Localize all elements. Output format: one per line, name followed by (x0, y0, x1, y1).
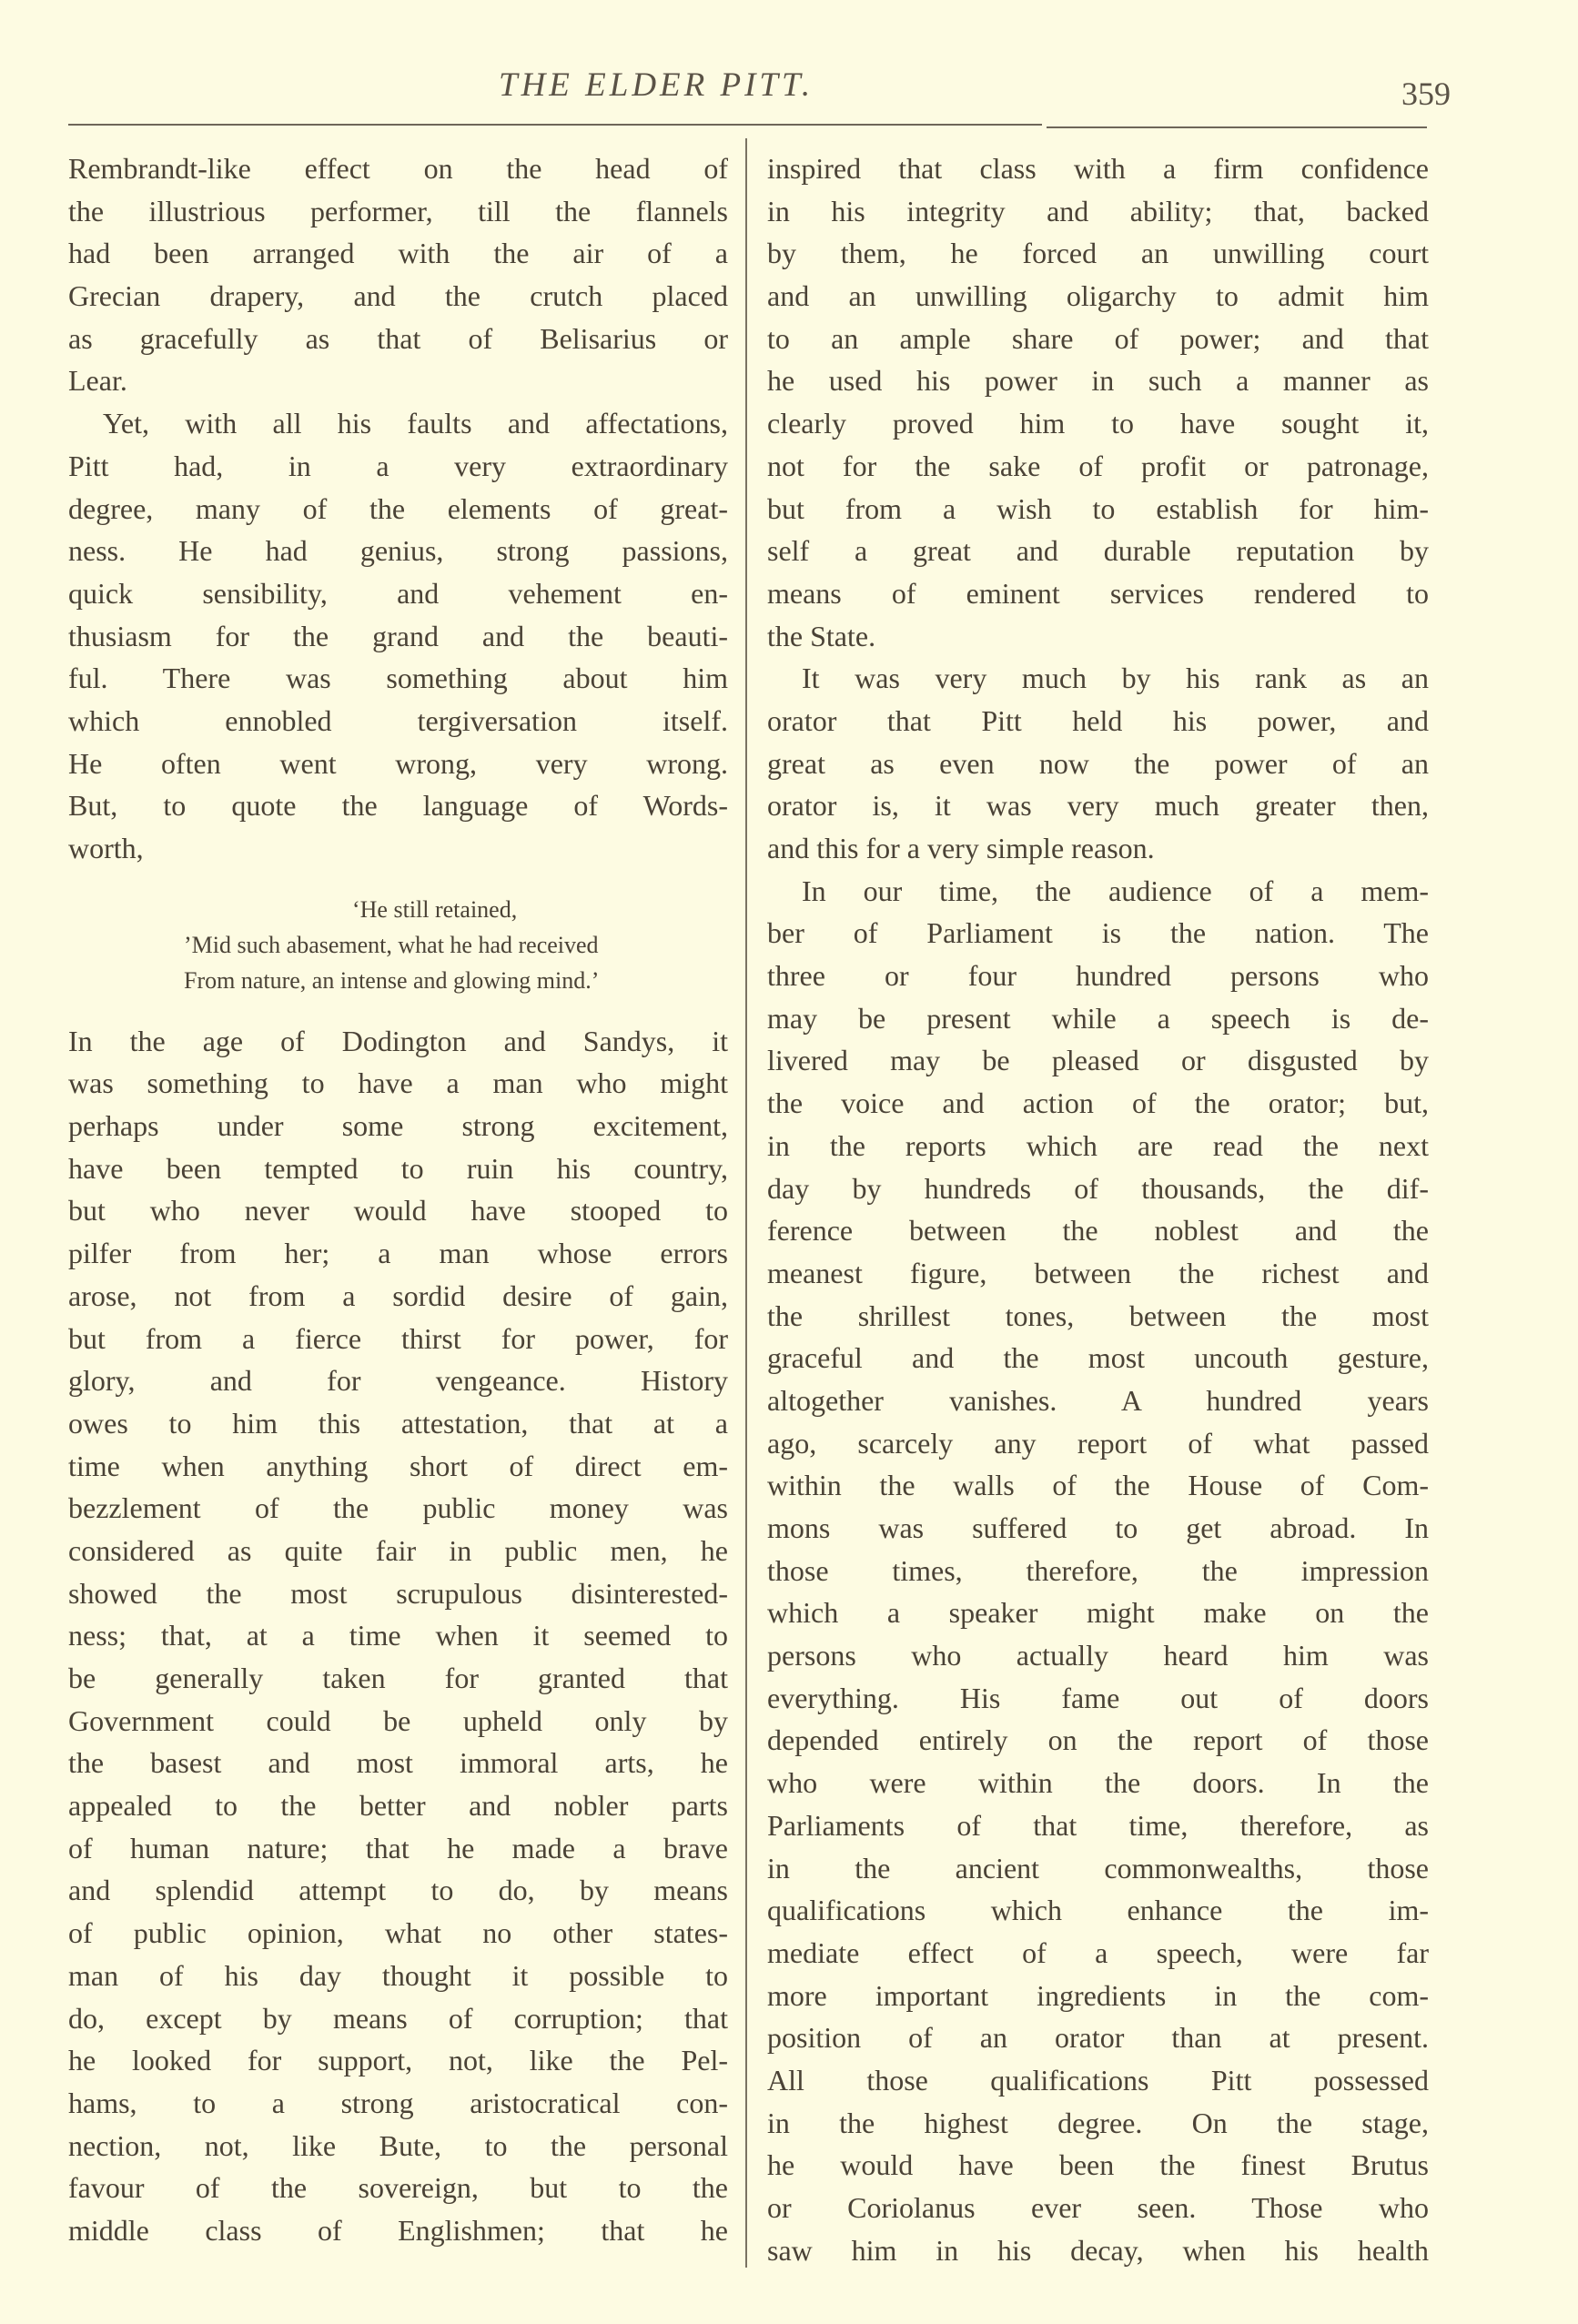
text-line: hams, to a strong aristocratical con- (68, 2086, 728, 2119)
text-line: Lear. (68, 364, 127, 398)
text-line: of public opinion, what no other states- (68, 1916, 728, 1950)
text-line: which a speaker might make on the (767, 1596, 1429, 1630)
text-line: of human nature; that he made a brave (68, 1831, 728, 1864)
text-line: he would have been the finest Brutus (767, 2148, 1429, 2182)
text-line: in the reports which are read the next (767, 1128, 1429, 1162)
text-line: means of eminent services rendered to (767, 576, 1429, 610)
text-line: mediate effect of a speech, were far (767, 1935, 1429, 1969)
text-line: to an ample share of power; and that (767, 321, 1429, 355)
paragraph-faults-and-affectations (68, 402, 728, 870)
text-line: Yet, with all his faults and affectations, (103, 407, 728, 440)
text-line: depended entirely on the report of those (767, 1723, 1429, 1757)
text-line: saw him in his decay, when his health (767, 2233, 1429, 2267)
text-line: or Coriolanus ever seen. Those who (767, 2191, 1429, 2224)
text-line: the voice and action of the orator; but, (767, 1086, 1429, 1120)
text-line: be generally taken for granted that (68, 1662, 728, 1694)
running-title: THE ELDER PITT. (499, 66, 814, 104)
text-line: may be present while a speech is de- (767, 1001, 1429, 1035)
text-line: in the ancient commonwealths, those (767, 1851, 1429, 1884)
text-line: It was very much by his rank as an (802, 662, 1429, 695)
text-line: persons who actually heard him was (767, 1639, 1429, 1672)
paragraph-continuation (68, 147, 728, 402)
paragraph-audience-of-member (767, 870, 1429, 2272)
text-line: in the highest degree. On the stage, (767, 2106, 1429, 2139)
text-line: Grecian drapery, and the crutch placed (68, 279, 728, 313)
text-line: worth, (68, 832, 144, 864)
header-rule (68, 124, 1042, 126)
text-line: but who never would have stooped to (68, 1194, 728, 1228)
text-line: he looked for support, not, like the Pel- (68, 2044, 728, 2077)
left-column (68, 147, 728, 2252)
text-line: But, to quote the language of Words- (68, 789, 728, 823)
text-line: meanest figure, between the richest and (767, 1256, 1429, 1289)
text-line: nection, not, like Bute, to the personal (68, 2128, 728, 2162)
text-line: ness. He had genius, strong passions, (68, 534, 728, 568)
text-line: All those qualifications Pitt possessed (767, 2063, 1429, 2097)
text-line: do, except by means of corruption; that (68, 2001, 728, 2035)
text-line: considered as quite fair in public men, he (68, 1533, 728, 1567)
text-line: in his integrity and ability; that, backed (767, 194, 1429, 227)
text-line: the State. (767, 619, 876, 652)
text-line: those times, therefore, the impression (767, 1553, 1429, 1587)
quote-line: ‘He still retained, (352, 895, 518, 923)
column-divider (745, 138, 747, 2268)
text-line: have been tempted to ruin his country, (68, 1151, 728, 1185)
text-line: orator is, it was very much greater then, (767, 789, 1429, 823)
text-line: mons was suffered to get abroad. In (767, 1511, 1429, 1544)
text-line: arose, not from a sordid desire of gain, (68, 1278, 728, 1312)
quote-line: From nature, an intense and glowing mind.’ (184, 966, 600, 994)
text-line: In our time, the audience of a mem- (802, 874, 1429, 907)
page-number: 359 (1401, 76, 1451, 112)
text-line: altogether vanishes. A hundred years (767, 1383, 1429, 1417)
text-line: owes to him this attestation, that at a (68, 1406, 728, 1440)
text-line: favour of the sovereign, but to the (68, 2171, 728, 2205)
text-line: Pitt had, in a very extraordinary (68, 449, 728, 482)
text-line: as gracefully as that of Belisarius or (68, 321, 728, 355)
right-column (767, 147, 1429, 2271)
text-line: time when anything short of direct em- (68, 1449, 728, 1482)
text-line: great as even now the power of an (767, 746, 1429, 780)
text-line: the shrillest tones, between the most (767, 1298, 1429, 1332)
text-line: ago, scarcely any report of what passed (767, 1426, 1429, 1460)
wordsworth-quote (68, 870, 728, 1020)
header-rule-right (1047, 126, 1427, 128)
paragraph-dodington-and-sandys (68, 1020, 728, 2252)
text-line: qualifications which enhance the im- (767, 1894, 1429, 1927)
text-line: but from a fierce thirst for power, for (68, 1321, 728, 1355)
text-line: pilfer from her; a man whose errors (68, 1237, 728, 1270)
text-line: had been arranged with the air of a (68, 237, 728, 270)
quote-line: ’Mid such abasement, what he had received (184, 931, 599, 958)
text-line: not for the sake of profit or patronage, (767, 449, 1429, 482)
text-line: perhaps under some strong excitement, (68, 1109, 728, 1143)
text-line: everything. His fame out of doors (767, 1681, 1429, 1714)
text-line: glory, and for vengeance. History (68, 1364, 728, 1398)
text-line: showed the most scrupulous disinterested- (68, 1576, 728, 1610)
text-line: man of his day thought it possible to (68, 1958, 728, 1992)
text-line: Government could be upheld only by (68, 1703, 728, 1737)
text-line: was something to have a man who might (68, 1066, 728, 1100)
running-head (0, 64, 1578, 112)
text-line: the illustrious performer, till the flannels (68, 194, 728, 227)
text-line: by them, he forced an unwilling court (767, 237, 1429, 270)
text-line: self a great and durable reputation by (767, 534, 1429, 568)
paragraph-rank-as-orator (767, 657, 1429, 869)
text-line: inspired that class with a firm confidence (767, 152, 1429, 185)
text-line: ference between the noblest and the (767, 1214, 1429, 1248)
text-line: within the walls of the House of Com- (767, 1469, 1429, 1502)
text-line: ful. There was something about him (68, 662, 728, 695)
text-line: orator that Pitt held his power, and (767, 703, 1429, 737)
text-line: and splendid attempt to do, by means (68, 1874, 728, 1907)
text-line: middle class of Englishmen; that he (68, 2213, 728, 2247)
text-line: In the age of Dodington and Sandys, it (68, 1024, 728, 1057)
text-line: livered may be pleased or disgusted by (767, 1044, 1429, 1077)
text-line: three or four hundred persons who (767, 959, 1429, 993)
text-line: more important ingredients in the com- (767, 1978, 1429, 2012)
text-line: thusiasm for the grand and the beauti- (68, 619, 728, 652)
text-line: appealed to the better and nobler parts (68, 1789, 728, 1823)
paragraph-middle-class-confidence (767, 147, 1429, 657)
text-line: but from a wish to establish for him- (767, 491, 1429, 525)
text-line: Rembrandt-like effect on the head of (68, 152, 728, 185)
text-line: ness; that, at a time when it seemed to (68, 1619, 728, 1652)
text-line: bezzlement of the public money was (68, 1491, 728, 1525)
text-line: and an unwilling oligarchy to admit him (767, 279, 1429, 313)
text-line: He often went wrong, very wrong. (68, 746, 728, 780)
text-line: the basest and most immoral arts, he (68, 1746, 728, 1780)
text-line: clearly proved him to have sought it, (767, 407, 1429, 440)
text-line: quick sensibility, and vehement en- (68, 576, 728, 610)
text-line: ber of Parliament is the nation. The (767, 916, 1429, 950)
text-line: which ennobled tergiversation itself. (68, 703, 728, 737)
text-line: position of an orator than at present. (767, 2021, 1429, 2055)
text-line: degree, many of the elements of great- (68, 491, 728, 525)
text-line: day by hundreds of thousands, the dif- (767, 1171, 1429, 1205)
text-line: Parliaments of that time, therefore, as (767, 1808, 1429, 1842)
text-line: who were within the doors. In the (767, 1766, 1429, 1800)
text-line: graceful and the most uncouth gesture, (767, 1341, 1429, 1375)
text-line: he used his power in such a manner as (767, 364, 1429, 398)
text-line: and this for a very simple reason. (767, 832, 1155, 864)
